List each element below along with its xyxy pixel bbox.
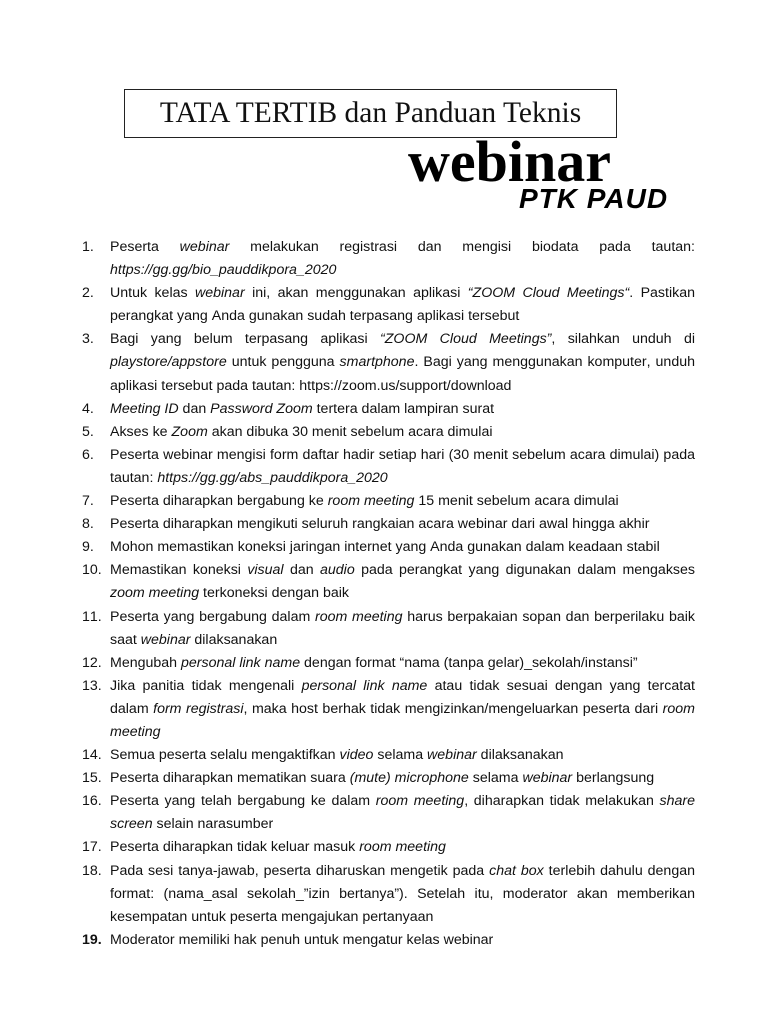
rule-text-line bbox=[110, 698, 695, 721]
rule-item bbox=[0, 513, 768, 536]
rule-plain-text: Bagi yang belum terpasang aplikasi bbox=[110, 331, 381, 348]
rule-plain-text: Peserta diharapkan mengikuti seluruh rangkaian acara webinar dari awal hingga akhir bbox=[110, 516, 650, 533]
rule-text-line bbox=[110, 790, 695, 813]
rule-item bbox=[0, 606, 768, 652]
rule-text-line bbox=[110, 883, 695, 906]
rule-item bbox=[0, 282, 768, 328]
rule-plain-text: Pada sesi tanya-jawab, peserta diharuskan mengetik pada bbox=[110, 862, 490, 879]
rule-text-line bbox=[110, 582, 695, 605]
rule-italic-text: webinar bbox=[522, 770, 573, 787]
rule-italic-text: chat box bbox=[489, 862, 544, 879]
rule-italic-text: Meeting ID bbox=[110, 400, 179, 417]
document-title: TATA TERTIB dan Panduan Teknis bbox=[159, 97, 582, 129]
rule-number: 1. bbox=[82, 239, 94, 255]
rule-text-line bbox=[110, 536, 695, 559]
rule-plain-text: Moderator memiliki hak penuh untuk mengatur kelas webinar bbox=[110, 931, 494, 948]
rule-number: 16. bbox=[82, 793, 102, 810]
rule-text-line bbox=[110, 444, 695, 467]
rule-plain-text: Peserta yang telah bergabung ke dalam bbox=[110, 793, 376, 810]
rule-italic-text: room meeting bbox=[327, 493, 415, 510]
rule-italic-text: webinar bbox=[427, 747, 477, 764]
rule-plain-text: , silahkan unduh di bbox=[551, 331, 695, 348]
rule-italic-text: https://gg.gg/bio_pauddikpora_2020 bbox=[110, 262, 337, 279]
rule-plain-text: 15 menit sebelum acara dimulai bbox=[414, 493, 619, 510]
rule-plain-text: selama bbox=[373, 747, 428, 764]
rule-plain-text: selama bbox=[468, 770, 523, 787]
rule-text-line bbox=[110, 929, 695, 952]
rule-text-line bbox=[110, 351, 695, 374]
rule-plain-text: dan bbox=[178, 400, 211, 417]
rule-italic-text: Zoom bbox=[171, 423, 208, 440]
rule-text bbox=[110, 328, 695, 397]
rule-text bbox=[110, 652, 695, 675]
rule-item bbox=[0, 490, 768, 513]
rule-italic-text: webinar bbox=[194, 285, 245, 302]
rule-text-line bbox=[110, 421, 695, 444]
rule-number: 14. bbox=[82, 747, 102, 764]
rule-item bbox=[0, 421, 768, 444]
rule-plain-text: dengan format “nama (tanpa gelar)_sekolah/instansi” bbox=[300, 654, 638, 671]
rule-plain-text: tautan: bbox=[110, 469, 158, 486]
rule-plain-text: Peserta yang bergabung dalam bbox=[110, 608, 315, 625]
ptk-paud-subheading: PTK PAUD bbox=[519, 183, 669, 214]
webinar-heading: webinar bbox=[408, 129, 611, 194]
rule-number: 5. bbox=[82, 423, 94, 440]
rule-text bbox=[110, 490, 695, 513]
rule-italic-text: screen bbox=[110, 816, 153, 833]
rule-plain-text: perangkat yang Anda gunakan sudah terpasang aplikasi tersebut bbox=[110, 308, 520, 325]
rule-text bbox=[110, 860, 695, 929]
rule-number: 19. bbox=[82, 931, 102, 948]
rule-plain-text: Semua peserta selalu mengaktifkan bbox=[110, 747, 340, 764]
rule-plain-text: dilaksanakan bbox=[190, 631, 278, 648]
rule-number: 12. bbox=[82, 654, 102, 671]
rule-plain-text: , maka host berhak tidak mengizinkan/mengeluarkan peserta dari bbox=[243, 700, 663, 717]
rule-italic-text: webinar bbox=[179, 239, 230, 255]
rule-text-line bbox=[110, 860, 695, 883]
rule-text bbox=[110, 767, 695, 790]
rule-number: 13. bbox=[82, 677, 102, 694]
rule-plain-text: pada perangkat yang digunakan dalam mengakses bbox=[354, 562, 695, 579]
rule-text bbox=[110, 444, 695, 490]
rule-item bbox=[0, 860, 768, 929]
rule-text-line bbox=[110, 721, 695, 744]
rule-plain-text: . Pastikan bbox=[629, 285, 695, 302]
rule-plain-text: ini, akan menggunakan aplikasi bbox=[244, 285, 468, 302]
rule-plain-text: berlangsung bbox=[572, 770, 655, 787]
rule-italic-text: playstore/appstore bbox=[110, 354, 227, 371]
rule-italic-text: “ZOOM Cloud Meetings“ bbox=[467, 285, 630, 302]
rule-number: 3. bbox=[82, 331, 94, 348]
rule-item bbox=[0, 675, 768, 744]
rule-text bbox=[110, 675, 695, 744]
rule-text-line bbox=[110, 375, 695, 398]
rule-plain-text: Mohon memastikan koneksi jaringan internet yang Anda gunakan dalam keadaan stabil bbox=[110, 539, 660, 556]
rule-plain-text: harus berpakaian sopan dan berperilaku baik bbox=[402, 608, 695, 625]
rule-text-line bbox=[110, 813, 695, 836]
rule-text bbox=[110, 836, 695, 859]
rule-text-line bbox=[110, 259, 695, 282]
rule-text-line bbox=[110, 652, 695, 675]
rule-number: 10. bbox=[82, 562, 102, 579]
rule-italic-text: webinar bbox=[140, 631, 191, 648]
rule-number: 4. bbox=[82, 400, 94, 417]
rule-item bbox=[0, 398, 768, 421]
rule-text-line bbox=[110, 305, 695, 328]
rule-text bbox=[110, 398, 695, 421]
rule-item bbox=[0, 836, 768, 859]
rule-plain-text: Peserta diharapkan bergabung ke bbox=[110, 493, 328, 510]
rule-item bbox=[0, 767, 768, 790]
rule-text-line bbox=[110, 398, 695, 421]
rule-plain-text: Akses ke bbox=[110, 423, 172, 440]
rule-italic-text: personal link name bbox=[301, 677, 428, 694]
rule-number: 11. bbox=[82, 608, 102, 625]
rule-text-line bbox=[110, 629, 695, 652]
rule-text-line bbox=[110, 513, 695, 536]
rule-plain-text: , diharapkan tidak melakukan bbox=[464, 793, 660, 810]
rule-italic-text: room bbox=[662, 700, 695, 717]
rule-plain-text: format: (nama_asal sekolah_”izin bertanya”). Setelah itu, moderator akan memberikan bbox=[110, 885, 695, 902]
rule-text-line bbox=[110, 606, 695, 629]
rule-text-line bbox=[110, 836, 695, 859]
rule-item bbox=[0, 444, 768, 490]
rule-text-line bbox=[110, 906, 695, 929]
rule-italic-text: personal link name bbox=[181, 654, 301, 671]
rule-plain-text: Jika panitia tidak mengenali bbox=[110, 677, 302, 694]
rule-plain-text: aplikasi tersebut pada tautan: https://zoom.us/support/download bbox=[110, 377, 512, 394]
rule-italic-text: meeting bbox=[110, 723, 161, 740]
rule-item bbox=[0, 744, 768, 767]
rule-plain-text: tertera dalam lampiran surat bbox=[312, 400, 495, 417]
rule-italic-text: video bbox=[339, 747, 374, 764]
rule-italic-text: share bbox=[659, 793, 695, 810]
rule-plain-text: Peserta bbox=[110, 239, 180, 255]
rule-text bbox=[110, 790, 695, 836]
rule-text-line bbox=[110, 559, 695, 582]
rule-text bbox=[110, 236, 695, 282]
rule-text-line bbox=[110, 328, 695, 351]
rule-plain-text: dilaksanakan bbox=[476, 747, 564, 764]
rule-plain-text: selain narasumber bbox=[152, 816, 274, 833]
rule-item bbox=[0, 652, 768, 675]
rule-text bbox=[110, 744, 695, 767]
rule-item bbox=[0, 536, 768, 559]
rule-item bbox=[0, 790, 768, 836]
rule-italic-text: “ZOOM Cloud Meetings” bbox=[380, 331, 552, 348]
rule-text-line bbox=[110, 282, 695, 305]
rule-plain-text: dan bbox=[283, 562, 320, 579]
rule-italic-text: https://gg.gg/abs_pauddikpora_2020 bbox=[157, 469, 388, 486]
rule-number: 2. bbox=[82, 285, 94, 302]
rule-italic-text: room meeting bbox=[375, 793, 465, 810]
rule-number: 9. bbox=[82, 539, 94, 556]
rules-list bbox=[0, 236, 768, 952]
rule-plain-text: untuk pengguna bbox=[226, 354, 340, 371]
rule-text bbox=[110, 929, 695, 952]
rule-plain-text: saat bbox=[110, 631, 141, 648]
rule-plain-text: Peserta diharapkan tidak keluar masuk bbox=[110, 839, 360, 856]
rule-text-line bbox=[110, 490, 695, 513]
rule-number: 15. bbox=[82, 770, 102, 787]
rule-item bbox=[0, 559, 768, 605]
rule-italic-text: audio bbox=[320, 562, 355, 579]
rule-number: 7. bbox=[82, 493, 94, 510]
rule-text bbox=[110, 282, 695, 328]
rule-text bbox=[110, 536, 695, 559]
rule-plain-text: Mengubah bbox=[110, 654, 181, 671]
rule-text bbox=[110, 606, 695, 652]
rule-text-line bbox=[110, 675, 695, 698]
rule-plain-text: Peserta diharapkan mematikan suara bbox=[110, 770, 350, 787]
rule-plain-text: Untuk kelas bbox=[110, 285, 195, 302]
rule-italic-text: room meeting bbox=[359, 839, 446, 856]
rule-number: 8. bbox=[82, 516, 94, 533]
rule-plain-text: terlebih dahulu dengan bbox=[543, 862, 695, 879]
rule-italic-text: Password Zoom bbox=[210, 400, 313, 417]
rule-item bbox=[0, 929, 768, 952]
rule-plain-text: dalam bbox=[110, 700, 154, 717]
rule-italic-text: form registrasi bbox=[153, 700, 244, 717]
rule-italic-text: room meeting bbox=[314, 608, 403, 625]
rule-plain-text: terkoneksi dengan baik bbox=[199, 585, 349, 602]
rule-plain-text: . Bagi yang menggunakan komputer, unduh bbox=[414, 354, 695, 371]
rule-italic-text: visual bbox=[247, 562, 284, 579]
rule-plain-text: Peserta webinar mengisi form daftar hadir setiap hari (30 menit sebelum acara dimulai) pada bbox=[110, 446, 695, 463]
rule-plain-text: melakukan registrasi dan mengisi biodata pada tautan: bbox=[229, 239, 695, 255]
rule-text bbox=[110, 559, 695, 605]
rule-italic-text: zoom meeting bbox=[110, 585, 200, 602]
rule-plain-text: atau tidak sesuai dengan yang tercatat bbox=[427, 677, 695, 694]
rule-text-line bbox=[110, 744, 695, 767]
rule-plain-text: Memastikan koneksi bbox=[110, 562, 248, 579]
rule-plain-text: akan dibuka 30 menit sebelum acara dimulai bbox=[207, 423, 493, 440]
rule-text-line bbox=[110, 767, 695, 790]
rule-text-line bbox=[110, 236, 695, 259]
rule-number: 6. bbox=[82, 446, 94, 463]
rule-number: 18. bbox=[82, 862, 102, 879]
rule-plain-text: kesempatan untuk peserta mengajukan pertanyaan bbox=[110, 908, 434, 925]
rule-text bbox=[110, 513, 695, 536]
rule-item bbox=[0, 236, 768, 282]
rule-italic-text: (mute) microphone bbox=[349, 770, 469, 787]
rule-text-line bbox=[110, 467, 695, 490]
rule-text bbox=[110, 421, 695, 444]
rule-item bbox=[0, 328, 768, 397]
rule-italic-text: smartphone bbox=[339, 354, 415, 371]
rule-number: 17. bbox=[82, 839, 102, 856]
